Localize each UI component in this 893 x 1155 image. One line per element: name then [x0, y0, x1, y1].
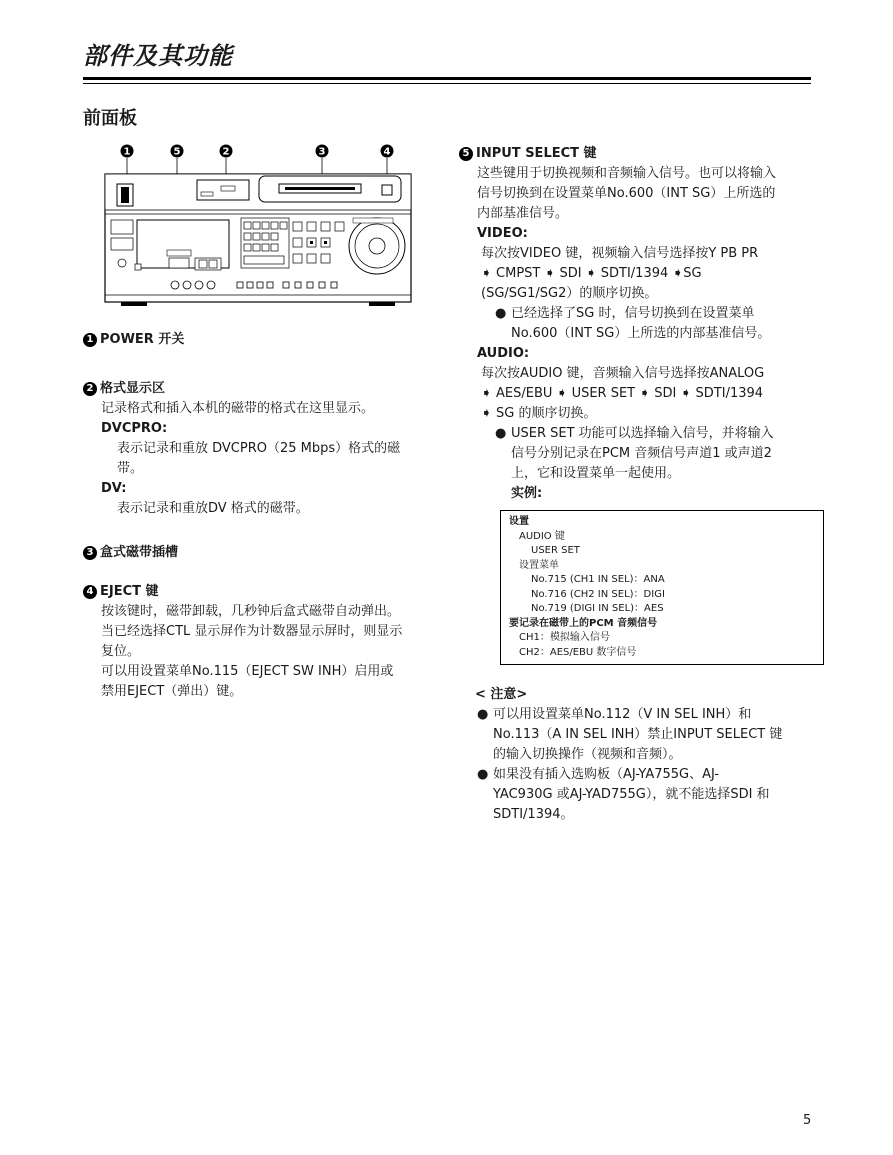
- svg-text:4: 4: [383, 146, 391, 158]
- item-input-select: [459, 144, 811, 164]
- item-power: [83, 330, 443, 350]
- video-line: (SG/SG1/SG2）的顺序切换。: [481, 286, 658, 301]
- dv-label: DV:: [101, 481, 127, 496]
- eject-line: 复位。: [101, 644, 141, 659]
- page-title: 部件及其功能: [83, 42, 233, 70]
- title-rule: [83, 77, 811, 80]
- item-title: 盒式磁带插槽: [100, 545, 179, 560]
- notes-label: < 注意>: [475, 687, 528, 702]
- audio-label: AUDIO:: [477, 346, 530, 361]
- video-bullet: [495, 304, 811, 324]
- bullet-dot: ●: [477, 767, 489, 782]
- page-number: 5: [803, 1113, 812, 1128]
- item-title: EJECT 键: [100, 584, 159, 599]
- audio-line: ➧ AES/EBU ➧ USER SET ➧ SDI ➧ SDTI/1394: [481, 386, 764, 401]
- right-column: [459, 144, 811, 825]
- audio-line: 每次按AUDIO 键，音频输入信号选择按ANALOG: [481, 366, 765, 381]
- example-setup-menu: 设置菜单: [519, 559, 559, 571]
- input-select-line: 这些键用于切换视频和音频输入信号。也可以将输入: [477, 166, 777, 181]
- format-desc: 记录格式和插入本机的磁带的格式在这里显示。: [101, 401, 375, 416]
- svg-text:3: 3: [318, 146, 326, 158]
- item-title: INPUT SELECT 键: [476, 146, 597, 161]
- bullet-dot: ●: [495, 306, 507, 321]
- example-box: [500, 510, 824, 665]
- dvcpro-text-cont: 带。: [117, 461, 144, 476]
- number-badge: 5: [459, 147, 473, 161]
- input-select-line: 内部基准信号。: [477, 206, 569, 221]
- bullet-dot: ●: [495, 426, 507, 441]
- note-bullet: [477, 705, 811, 725]
- dvcpro-text: 表示记录和重放 DVCPRO（25 Mbps）格式的磁: [117, 441, 401, 456]
- eject-line: 可以用设置菜单No.115（EJECT SW INH）启用或: [101, 664, 394, 679]
- item-title: POWER 开关: [100, 332, 185, 347]
- example-record-head: 要记录在磁带上的PCM 音频信号: [509, 617, 658, 629]
- eject-line: 按该键时，磁带卸载，几秒钟后盒式磁带自动弹出。: [101, 604, 401, 619]
- example-menu-item: No.715 (CH1 IN SEL)：ANA: [531, 574, 665, 585]
- dvcpro-label: DVCPRO:: [101, 421, 168, 436]
- note-cont: No.113（A IN SEL INH）禁止INPUT SELECT 键: [493, 727, 783, 742]
- bullet-text: 如果没有插入选购板（AJ-YA755G、AJ-: [493, 767, 720, 782]
- number-badge: 3: [83, 546, 97, 560]
- video-line: ➧ CMPST ➧ SDI ➧ SDTI/1394 ➧SG: [481, 266, 702, 281]
- svg-text:1: 1: [123, 146, 131, 158]
- note-cont: 的输入切换操作（视频和音频）。: [493, 747, 682, 762]
- note-cont: SDTI/1394。: [493, 807, 574, 822]
- example-audio-key: AUDIO 键: [519, 530, 565, 542]
- bullet-text: USER SET 功能可以选择输入信号，并将输入: [511, 426, 774, 441]
- bullet-dot: ●: [477, 707, 489, 722]
- example-channel: CH1：模拟输入信号: [519, 632, 610, 643]
- left-column: [83, 330, 443, 702]
- example-label: 实例:: [511, 486, 543, 501]
- example-menu-item: No.716 (CH2 IN SEL)：DIGI: [531, 588, 665, 600]
- example-setting: 设置: [509, 516, 529, 527]
- item-format-display: [83, 379, 443, 399]
- example-channel: CH2：AES/EBU 数字信号: [519, 646, 637, 658]
- video-label: VIDEO:: [477, 226, 528, 241]
- eject-line: 禁用EJECT（弹出）键。: [101, 684, 243, 699]
- item-title: 格式显示区: [100, 381, 166, 396]
- item-eject: [83, 582, 443, 602]
- eject-line: 当已经选择CTL 显示屏作为计数器显示屏时，则显示: [101, 624, 403, 639]
- bullet-text: 可以用设置菜单No.112（V IN SEL INH）和: [493, 707, 752, 722]
- item-cassette-slot: [83, 543, 443, 563]
- audio-line: ➧ SG 的顺序切换。: [481, 406, 597, 421]
- note-cont: YAC930G 或AJ-YAD755G），就不能选择SDI 和: [493, 787, 770, 802]
- example-menu-item: No.719 (DIGI IN SEL)：AES: [531, 603, 664, 614]
- title-rule-thin: [83, 83, 811, 84]
- video-line: 每次按VIDEO 键，视频输入信号选择按Y PB PR: [481, 246, 759, 261]
- front-panel-diagram: [103, 140, 413, 310]
- number-badge: 1: [83, 333, 97, 347]
- bullet-text: 已经选择了SG 时，信号切换到在设置菜单: [511, 306, 755, 321]
- audio-bullet-cont: 上，它和设置菜单一起使用。: [511, 466, 681, 481]
- front-panel-illustration: [103, 140, 413, 310]
- example-user-set: USER SET: [531, 545, 580, 556]
- section-title: 前面板: [83, 108, 137, 129]
- video-bullet-cont: No.600（INT SG）上所选的内部基准信号。: [511, 326, 771, 341]
- svg-text:5: 5: [173, 146, 181, 158]
- audio-bullet: [495, 424, 811, 444]
- number-badge: 2: [83, 382, 97, 396]
- note-bullet: [477, 765, 811, 785]
- svg-text:2: 2: [222, 146, 230, 158]
- audio-bullet-cont: 信号分别记录在PCM 音频信号声道1 或声道2: [511, 446, 772, 461]
- number-badge: 4: [83, 585, 97, 599]
- dv-text: 表示记录和重放DV 格式的磁带。: [117, 501, 309, 516]
- input-select-line: 信号切换到在设置菜单No.600（INT SG）上所选的: [477, 186, 776, 201]
